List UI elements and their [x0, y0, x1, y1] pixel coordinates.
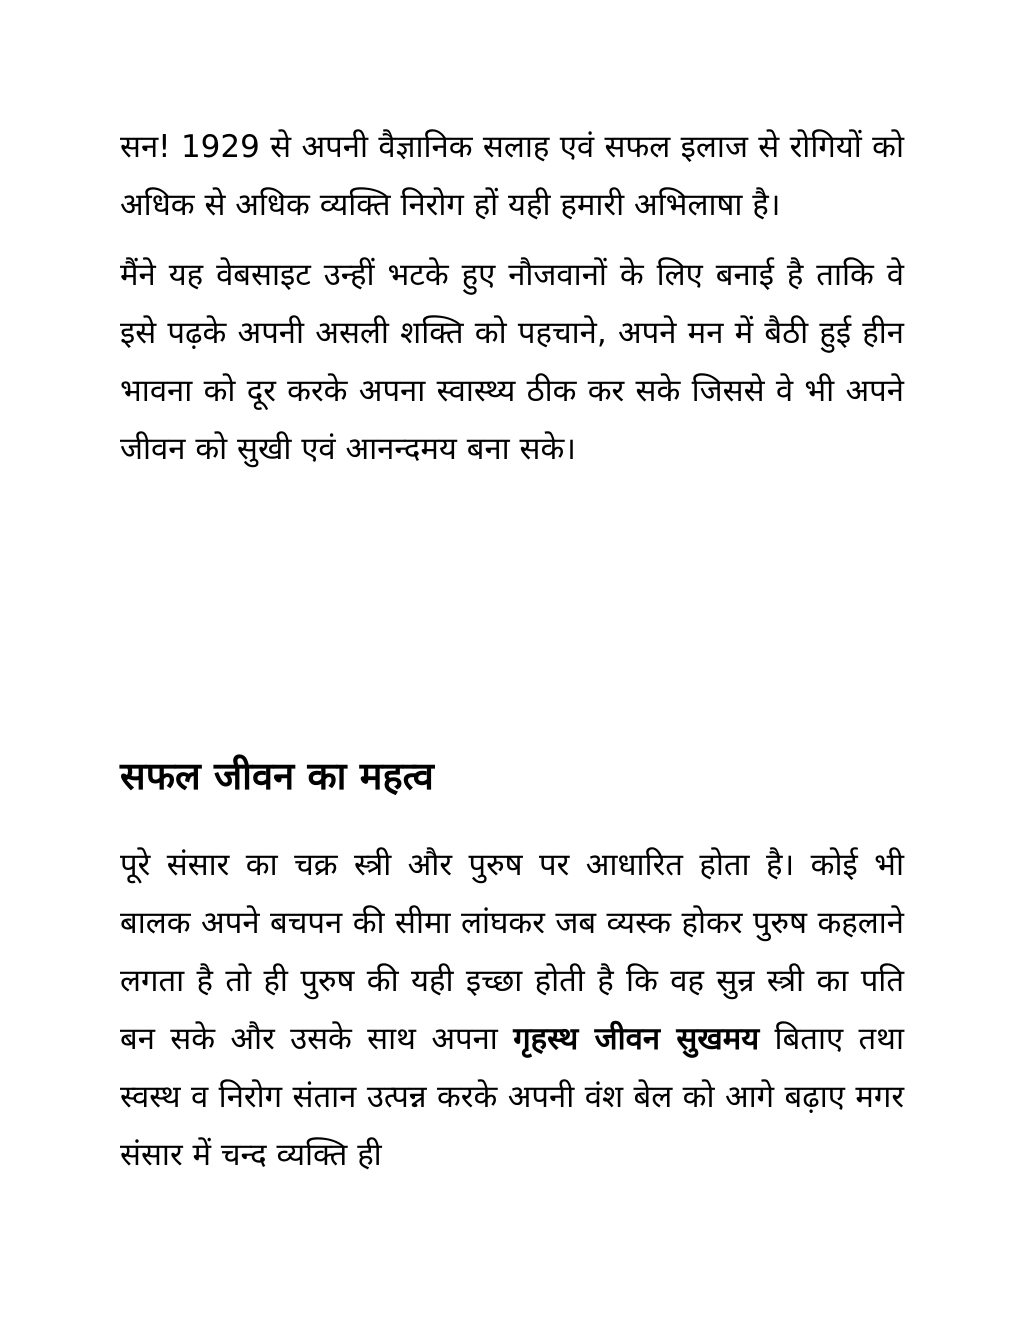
website-purpose-paragraph: मैंने यह वेबसाइट उन्हीं भटके हुए नौजवानों के लिए बनाई है ताकि वे इसे पढ़के अपनी असली शक्ति को पहचाने, अपने मन में बैठी हुई हीन भावना को दूर करके अपना स्वास्थ्य ठीक कर सके जिससे वे भी अपने जीवन को सुखी एवं आनन्दमय बना सके।: [120, 257, 904, 467]
section-paragraph-text-end: बिताए तथा स्वस्थ व निरोग संतान उत्पन्न करके अपनी वंश बेल को आगे बढ़ाए मगर संसार में चन्द व्यक्ति ही: [120, 1021, 904, 1173]
section-heading: सफल जीवन का महत्व: [120, 754, 434, 798]
intro-paragraph: सन! 1929 से अपनी वैज्ञानिक सलाह एवं सफल इलाज से रोगियों को अधिक से अधिक व्यक्ति निरोग हों यही हमारी अभिलाषा है।: [120, 129, 904, 223]
section-paragraph-bold-text: गृहस्थ जीवन सुखमय: [513, 1021, 760, 1057]
section-paragraph: [120, 836, 904, 1184]
section-paragraph-text-start: पूरे संसार का चक्र स्त्री और पुरुष पर आधारित होता है। कोई भी बालक अपने बचपन की सीमा लांघकर जब व्यस्क होकर पुरुष कहलाने लगता है तो ही पुरुष की यही इच्छा होती है कि वह सुन्र स्त्री का पति बन सके और उसके साथ अपना: [120, 847, 904, 1057]
document-page: [120, 118, 904, 1173]
